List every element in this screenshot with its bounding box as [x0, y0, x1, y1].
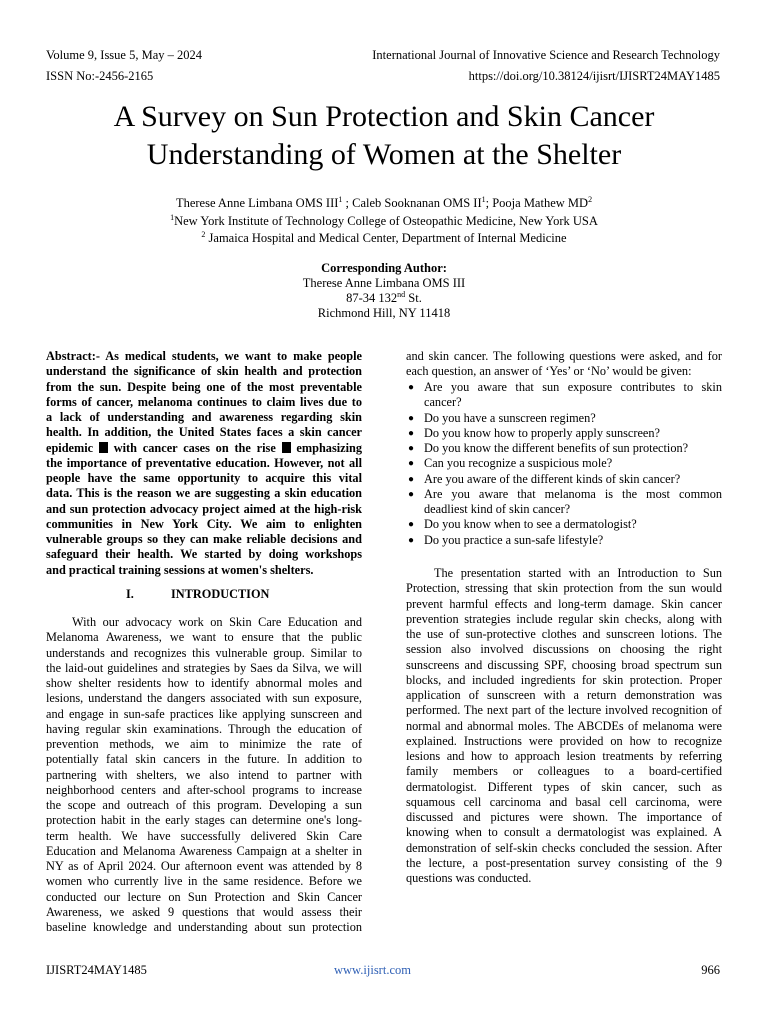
- bullet-icon: ●: [408, 519, 415, 531]
- intro-line: protection habit in the early stages can determine one's long-: [46, 813, 362, 828]
- abstract-line: people have the same opportunity to acquire this vital: [46, 471, 362, 485]
- corresponding-heading: Corresponding Author:: [321, 261, 447, 275]
- intro-line: potentially fatal skin cancers in the future. In addition to: [46, 752, 362, 767]
- paragraph-line: lesions and how to approach lesion treatments by referring: [406, 749, 722, 763]
- corresponding-name: Therese Anne Limbana OMS III: [302, 276, 466, 290]
- survey-intro: [406, 349, 722, 380]
- paragraph-line: the use of sun-protective clothes and sunscreen lotions. The: [406, 627, 722, 641]
- intro-line: Awareness, we asked 9 questions that would assess their: [46, 904, 362, 919]
- list-item: ● Do you have a sunscreen regimen?: [408, 410, 596, 425]
- redacted-box: [282, 442, 291, 453]
- paragraph-line: prevention strategies include regular skin checks, along with: [406, 611, 722, 626]
- corresponding-address-2: Richmond Hill, NY 11418: [317, 306, 451, 320]
- abstract-line: from the sun. Despite being one of the most preventable: [46, 379, 362, 394]
- abstract-line: data. This is the reason we are suggesting a skin education: [46, 486, 362, 501]
- list-item: ● Are you aware that melanoma is the most common deadliest kind of skin cancer?: [408, 486, 722, 516]
- paragraph-line: discussed and pictures were shown. The importance of: [406, 810, 722, 824]
- paragraph-line: blocks, and included ingredients for skin protection. Proper: [406, 672, 722, 687]
- paragraph-line: demonstration of self-skin checks concluded the session. After: [406, 840, 722, 855]
- page-number: 966: [701, 963, 720, 977]
- title-line-2: Understanding of Women at the Shelter: [146, 138, 622, 171]
- list-item: ● Are you aware that sun exposure contributes to skin cancer?: [408, 380, 722, 410]
- intro-line: prevention methods, we aim to minimize the rate of: [46, 737, 362, 751]
- abstract-line: safeguard their health. We started by doing workshops: [46, 547, 362, 562]
- paper-title: [60, 98, 708, 174]
- list-item: ● Do you know the different benefits of sun protection?: [408, 441, 689, 455]
- intro-line: partnering with shelters, we also intend to partner with: [46, 767, 362, 782]
- footer-article-code: IJISRT24MAY1485: [46, 963, 147, 977]
- intro-line: lesions, understand the dangers associated with sun exposure,: [46, 691, 362, 706]
- list-item: ● Do you know when to see a dermatologist?: [408, 517, 637, 532]
- paragraph-line: session also involved discussions on choosing the right: [406, 642, 722, 657]
- intro-line: having regular skin examinations. Through the education of: [46, 721, 362, 736]
- bullet-icon: ●: [408, 534, 415, 546]
- paragraph-line: explained. Instructions were provided on how to recognize: [406, 733, 722, 748]
- intro-line: neighborhood centers and after-school programs to increase: [46, 782, 362, 797]
- list-item: ● Do you practice a sun-safe lifestyle?: [408, 532, 604, 547]
- paragraph-line: The presentation started with an Introduction to Sun: [434, 566, 722, 580]
- affiliation-2: $^2$ Jamaica Hospital and Medical Center, Department of Internal Medicine: [201, 229, 567, 245]
- bullet-icon: ●: [408, 488, 415, 500]
- issn: ISSN No:-2456-2165: [46, 69, 154, 83]
- paragraph-line: dermatologist. Different types of skin cancer, such as: [406, 779, 722, 794]
- abstract-line: understand the significance of skin health and protection: [46, 364, 362, 379]
- abstract-line: health. In addition, the United States faces a skin cancer: [46, 425, 362, 440]
- intro-line: term health. We have successfully delivered Skin Care: [46, 828, 362, 843]
- corresponding-author: [60, 261, 708, 321]
- intro-line: women who currently live in the same residence. Before we: [46, 874, 362, 889]
- bullet-icon: ●: [408, 458, 415, 470]
- intro-line: With our advocacy work on Skin Care Education and: [72, 615, 362, 629]
- volume-issue: Volume 9, Issue 5, May – 2024: [46, 48, 203, 62]
- paragraph-line: questions was conducted.: [406, 871, 532, 885]
- section-label: INTRODUCTION: [171, 587, 270, 601]
- intro-line: the scope and outreach of this program. Developing a sun: [46, 798, 362, 812]
- presentation-paragraph: [406, 566, 722, 886]
- list-item: ● Are you aware of the different kinds of skin cancer?: [408, 471, 681, 486]
- list-item: ● Do you know how to properly apply sunscreen?: [408, 425, 660, 440]
- bullet-icon: ●: [408, 443, 415, 454]
- paragraph-line: Protection, stressing that skin protection from the sun would: [406, 581, 722, 596]
- paragraph-line: prevent harmful effects and long-term damage. Skin cancer: [406, 596, 722, 611]
- intro-line: Melanoma Awareness, we want to ensure that the public: [46, 630, 362, 645]
- doi-link[interactable]: https://doi.org/10.38124/ijisrt/IJISRT24MAY1485: [468, 69, 720, 83]
- paragraph-line: family members or colleagues to a board-certified: [406, 764, 722, 779]
- survey-intro-line: and skin cancer. The following questions were asked, and for: [406, 349, 722, 363]
- paragraph-line: knowing when to consult a dermatologist was explained. A: [406, 825, 722, 840]
- bullet-icon: ●: [408, 473, 415, 485]
- intro-line: baseline knowledge and understanding about sun protection: [46, 920, 362, 934]
- author-list: Therese Anne Limbana OMS III$^1$ ; Caleb Sooknanan OMS $II^1$; Pooja Mathew $MD^2$: [175, 194, 593, 210]
- intro-line: show shelter residents how to identify abnormal moles and: [46, 676, 362, 690]
- bullet-icon: ●: [408, 382, 415, 393]
- abstract-line: and practical training sessions at women's shelters.: [46, 562, 314, 577]
- paragraph-line: squamous cell carcinoma and basal cell carcinoma, were: [406, 794, 722, 809]
- bullet-icon: ●: [408, 427, 415, 439]
- abstract-line: the importance of preventative education. However, not all: [46, 455, 362, 470]
- abstract-line: forms of cancer, melanoma continues to claim lives due to: [46, 394, 362, 409]
- corresponding-address-1: 87-34 132nd St.: [346, 289, 422, 305]
- author-block: [60, 195, 708, 248]
- journal-name: International Journal of Innovative Science and Research Technology: [372, 48, 720, 62]
- affiliation-1: $^1$New York Institute of Technology College of Osteopathic Medicine, New York USA: [170, 212, 598, 228]
- abstract-line: and sun protection advocacy project aimed at the high-risk: [46, 501, 362, 516]
- bullet-icon: ●: [408, 412, 415, 424]
- intro-line: conducted our lecture on Sun Protection and Skin Cancer: [46, 889, 362, 904]
- abstract-line: vulnerable groups so they can make reliable decisions and: [46, 532, 362, 546]
- abstract-line: epidemic with cancer cases on the rise emphasizing: [46, 440, 362, 455]
- abstract-line: Abstract:- As medical students, we want to make people: [46, 349, 362, 363]
- list-item: ● Can you recognize a suspicious mole?: [408, 456, 613, 471]
- intro-line: the laid-out guidelines and strategies by Saes da Silva, we will: [46, 660, 362, 675]
- introduction-body: [46, 615, 362, 935]
- title-line-1: A Survey on Sun Protection and Skin Cancer: [113, 100, 655, 133]
- intro-line: and engage in sun-safe practices like applying sunscreen and: [46, 706, 362, 721]
- footer-site-link[interactable]: www.ijisrt.com: [334, 963, 411, 977]
- redacted-box: [99, 442, 108, 453]
- abstract-line: a lack of understanding and awareness regarding skin: [46, 410, 362, 424]
- section-number: I.: [126, 587, 134, 601]
- survey-intro-line: each question, an answer of ‘Yes’ or ‘No’ would be given:: [406, 364, 692, 379]
- intro-line: NY as of April 2024. Our afternoon event was attended by 8: [46, 859, 362, 873]
- intro-line: understands and recognizes this vulnerable group. Similar to: [46, 645, 362, 660]
- paragraph-line: normal and abnormal moles. The ABCDEs of melanoma were: [406, 718, 722, 733]
- intro-line: Education and Melanoma Awareness Campaign at a shelter in: [46, 843, 362, 858]
- paragraph-line: sunscreens and discussing SPF, choosing broad spectrum sun: [406, 657, 722, 672]
- paragraph-line: performed. The next part of the lecture involved recognition of: [406, 703, 722, 718]
- paragraph-line: the lecture, a post-presentation survey consisting of the 9: [406, 855, 722, 870]
- abstract: [46, 349, 362, 578]
- survey-question-list: [406, 380, 722, 548]
- abstract-line: communities in New York City. We aim to enlighten: [46, 516, 362, 531]
- paragraph-line: application of sunscreen with a return demonstration was: [406, 688, 722, 702]
